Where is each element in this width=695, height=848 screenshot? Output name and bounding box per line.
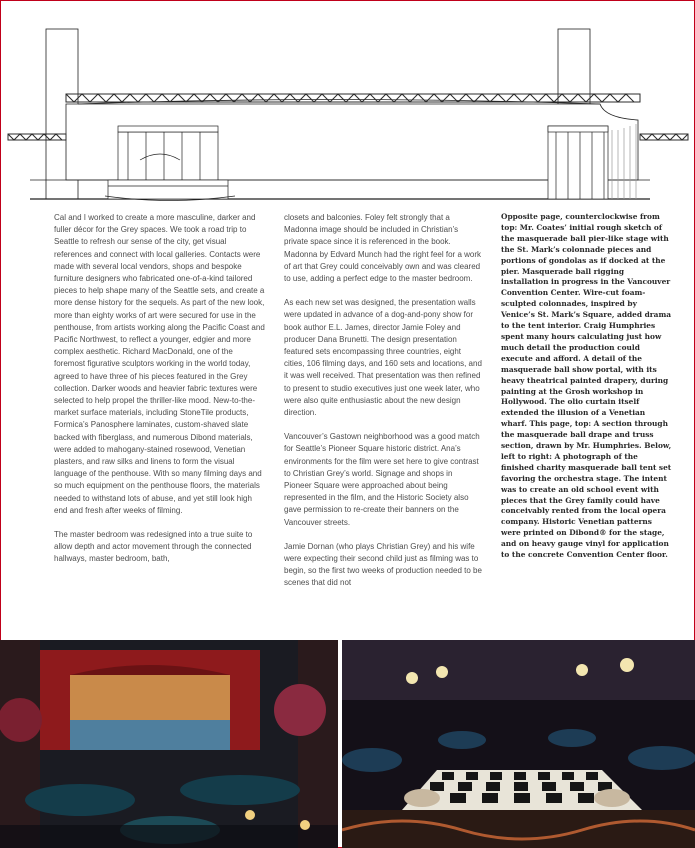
body-paragraph: Cal and I worked to create a more masculine, darker and fuller décor for the Grey spaces. We took a road trip to Seattle to refresh our sense of the city, get visual references and connect with local galleries. Contacts were made with several local vendors, shops and bespoke furniture designers who fabricated one-of-a-kind tailored pieces to help shape many of the Seattle sets, and create a more dense history for the sequels. As part of the new look, more than eighty works of art were secured for use in the penthouse, from artists working along the Pacific Coast and Pacific Northwest, to reflect a younger, edgier and more complex aesthetic. Richard MacDonald, one of the foremost figurative sculptors working in the world today, agreed to have three of his pieces featured in the Grey collection. Darker woods and heavier fabric textures were selected to help propel the thriller-like mood. New-to-the-market surface materials, including StoneTile products, Formica’s Panosphere laminates, custom-shaved slate backed with fiberglass, and numerous Dibond materials, were added to mahogany-stained rosewood, Venetian plasters, and raw silks and linens to form the visual language of the penthouse. With so many filming days and so much equipment on the penthouse floors, the materials needed to withstand lots of abuse, and yet still look high end and fresh after weeks of filming. — [54, 213, 265, 515]
body-paragraph: Vancouver’s Gastown neighborhood was a good match for Seattle’s Pioneer Square historic district. Ana’s environments for the film were set here to give contrast to Christian Grey’s world. Signage and shops in Pioneer Square were approached about being represented in the film, and the Historic Society also gave permission to re-create their banners on the Vancouver streets. — [284, 432, 480, 527]
body-paragraph: closets and balconies. Foley felt strongly that a Madonna image should be included in Christian’s private space since it is referenced in the book. Madonna by Edvard Munch had the right feel for a work of art that Grey could conceivably own and was cleared to use, adding a perfect edge to the master bedroom. — [284, 213, 481, 284]
stage-elevation-sketch-icon — [0, 0, 695, 210]
masquerade-ball-floor-photo — [342, 640, 695, 848]
body-paragraph: Jamie Dornan (who plays Christian Grey) and his wife were expecting their second child just as filming was to begin, so the first two weeks of production needed to be scenes that did not — [284, 541, 482, 588]
stage-section-sketch — [0, 0, 695, 210]
masquerade-ball-stage-photo — [0, 640, 338, 848]
body-paragraph: As each new set was designed, the presentation walls were updated in advance of a dog-and-pony show for book author E.L. James, director Jamie Foley and producer Dana Brunetti. The design presentation featured sets encompassing three countries, eight cities, 106 filming days, and 160 sets and locations, and it was well received. That presentation was then refined to present to studio executives just one week later, who were also quite enthusiastic about the new design direction. — [284, 298, 482, 418]
body-column-middle — [284, 212, 482, 602]
masquerade-ball-stage-photo-icon — [0, 640, 338, 848]
body-paragraph: The master bedroom was redesigned into a true suite to allow depth and actor movement through the connected hallways, master bedroom, bath, — [54, 530, 253, 564]
masquerade-ball-floor-photo-icon — [342, 640, 695, 848]
body-column-left — [54, 212, 266, 578]
caption-text: Opposite page, counterclockwise from top: Mr. Coates’ initial rough sketch of the masquerade ball pier-like stage with the St. Mark’s colonnade pieces and portions of gondolas as if docked at the pier. Masquerade ball rigging installation in progress in the Vancouver Convention Center. Wire-cut foam-sculpted colonnades, inspired by Venice’s St. Mark’s Square, added drama to the tent interior. Craig Humphries spent many hours calculating just how much detail the production could execute and afford. A detail of the masquerade ball show portal, with its heavy theatrical painted drapery, during painting at the Grosh workshop in Hollywood. The olio curtain itself extended the illusion of a Venetian wharf. This page, top: A section through the masquerade ball drape and truss section, drawn by Mr. Humphries. Below, left to right: A photograph of the finished charity masquerade ball tent set favoring the orchestra stage. The intent was to create an old school event with pieces that the Grey family could have conceivably rented from the local opera company. Historic Venetian patterns were printed on Dibond® for the stage, and on heavy gauge vinyl for application to the concrete Convention Center floor. — [501, 212, 672, 560]
photo-caption — [501, 212, 673, 573]
